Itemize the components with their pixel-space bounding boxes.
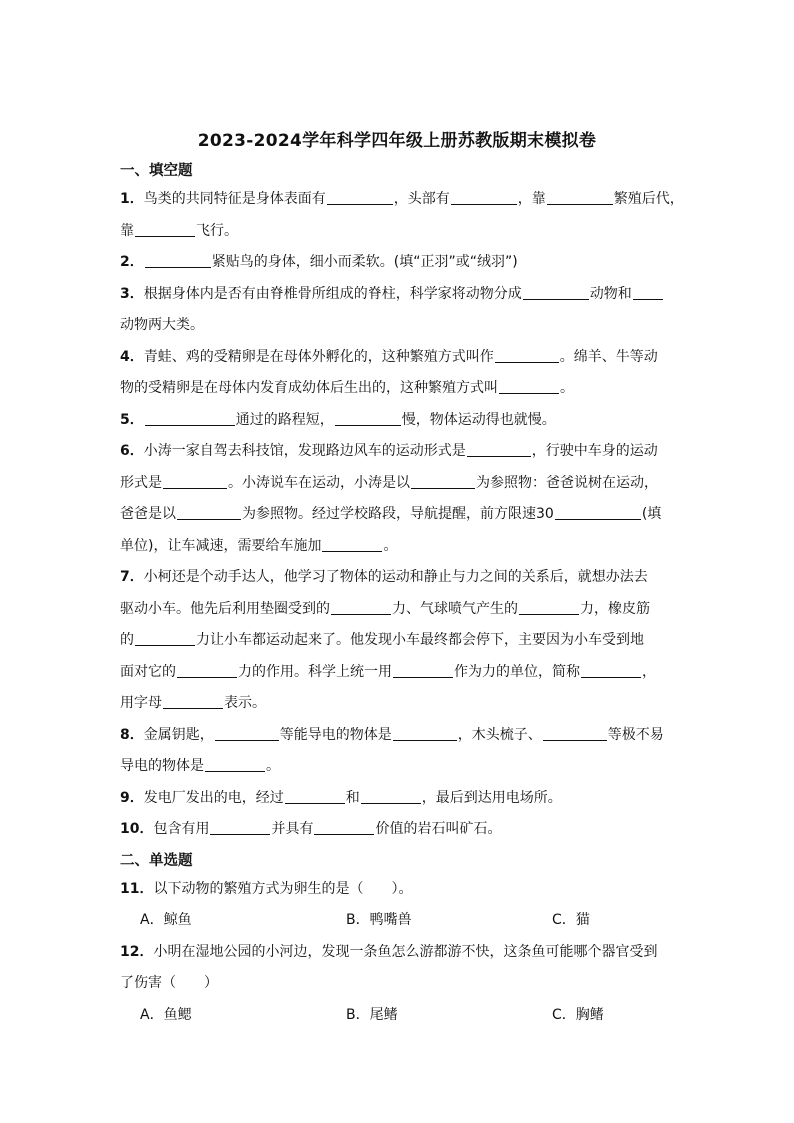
answer-blank[interactable]: [331, 598, 391, 615]
answer-blank[interactable]: [145, 251, 211, 268]
answer-blank[interactable]: [163, 472, 227, 489]
question-11-options: [120, 905, 680, 937]
question-7-line-3: [120, 625, 680, 657]
question-text: 的: [120, 632, 134, 648]
question-number: 11．: [120, 880, 154, 897]
question-text: 紧贴鸟的身体，细小而柔软。(填“正羽”或“绒羽”): [211, 254, 518, 270]
question-6-line-1: [120, 436, 680, 468]
question-text: 力让小车都运动起来了。他发现小车最终都会停下，主要因为小车受到地: [196, 632, 644, 648]
answer-blank[interactable]: [547, 188, 613, 205]
question-text: 物的受精卵是在母体内发育成幼体后生出的，这种繁殖方式叫: [120, 380, 498, 396]
question-text: ，木头梳子、: [457, 726, 542, 743]
question-text: 金属钥匙，: [143, 726, 214, 743]
question-text: ，行驶中车身的运动: [531, 443, 658, 459]
answer-blank[interactable]: [523, 283, 589, 300]
answer-blank[interactable]: [335, 409, 401, 426]
question-number: 2．: [120, 254, 144, 270]
question-number: 12．: [120, 943, 154, 960]
question-text: 。: [560, 380, 574, 396]
question-10-line-1: [120, 814, 680, 846]
question-text: ，靠: [517, 191, 546, 207]
question-6-line-2: [120, 468, 680, 500]
answer-blank[interactable]: [327, 188, 393, 205]
answer-blank[interactable]: [393, 724, 457, 741]
exam-title: 2023-2024学年科学四年级上册苏教版期末模拟卷: [197, 131, 597, 151]
answer-blank[interactable]: [215, 724, 279, 741]
question-text: 了伤害（ ）: [120, 975, 218, 991]
question-8-line-2: [120, 751, 680, 783]
question-number: 6．: [120, 443, 144, 459]
question-text: 飞行。: [196, 222, 238, 239]
answer-blank[interactable]: [519, 598, 579, 615]
question-11-line-1: [120, 874, 680, 906]
answer-blank[interactable]: [411, 472, 475, 489]
question-text: 靠: [120, 222, 134, 239]
answer-blank[interactable]: [467, 440, 531, 457]
question-7-line-5: [120, 688, 680, 720]
answer-blank[interactable]: [177, 661, 237, 678]
question-12-line-1: [120, 937, 680, 969]
option-a[interactable]: A．鲸鱼: [140, 912, 192, 928]
question-number: 8．: [120, 726, 144, 743]
option-c[interactable]: C．胸鳍: [552, 1006, 604, 1023]
question-number: 7．: [120, 569, 144, 585]
question-12-line-2: [120, 968, 680, 1000]
question-number: 5．: [120, 411, 144, 428]
question-text: 。小涛说车在运动，小涛是以: [228, 474, 410, 491]
question-9-line-1: [120, 783, 680, 815]
question-number: 4．: [120, 348, 144, 365]
question-4-line-1: [120, 342, 680, 374]
answer-blank[interactable]: [135, 220, 195, 237]
answer-blank[interactable]: [322, 535, 382, 552]
question-text: 表示。: [224, 695, 266, 711]
question-6-line-3: [120, 499, 680, 531]
question-text: ，最后到达用电场所。: [421, 789, 562, 806]
question-text: 根据身体内是否有由脊椎骨所组成的脊柱，科学家将动物分成: [143, 285, 522, 302]
question-text: 作为力的单位，简称: [454, 663, 580, 680]
answer-blank[interactable]: [555, 503, 641, 520]
question-text: 动物和: [589, 285, 632, 302]
question-2-line-1: [120, 247, 680, 279]
answer-blank[interactable]: [314, 818, 374, 835]
answer-blank[interactable]: [145, 409, 235, 426]
answer-blank[interactable]: [633, 283, 663, 300]
question-5-line-1: [120, 405, 680, 437]
question-text: 慢，物体运动得也就慢。: [401, 411, 556, 428]
question-text: 通过的路程短，: [235, 411, 334, 428]
question-text: 并具有: [271, 821, 314, 837]
question-text: 为参照物：爸爸说树在运动，: [476, 474, 658, 491]
option-b[interactable]: B．尾鳍: [346, 1006, 398, 1023]
question-text: 小涛一家自驾去科技馆，发现路边风车的运动形式是: [143, 443, 466, 459]
question-text: 动物两大类。: [120, 317, 204, 333]
question-text: 小明在湿地公园的小河边，发现一条鱼怎么游都游不快，这条鱼可能哪个器官受到: [153, 943, 658, 960]
question-text: 驱动小车。他先后利用垫圈受到的: [120, 600, 330, 617]
question-text: ，头部有: [393, 191, 450, 207]
answer-blank[interactable]: [581, 661, 641, 678]
question-text: 包含有用: [153, 821, 210, 837]
question-8-line-1: [120, 720, 680, 752]
exam-content: [120, 156, 684, 1031]
question-6-line-4: [120, 531, 680, 563]
question-text: 为参照物。经过学校路段，导航提醒，前方限速30: [242, 506, 554, 522]
question-7-line-4: [120, 657, 680, 689]
question-number: 10．: [120, 821, 154, 837]
question-text: 导电的物体是: [120, 758, 204, 774]
answer-blank[interactable]: [361, 787, 421, 804]
question-text: 价值的岩石叫矿石。: [375, 821, 502, 837]
question-text: 面对它的: [120, 663, 176, 680]
question-text: 。绵羊、牛等动: [559, 348, 658, 365]
question-text: 力的作用。科学上统一用: [238, 663, 392, 680]
answer-blank[interactable]: [499, 377, 559, 394]
question-text: 鸟类的共同特征是身体表面有: [143, 191, 326, 207]
question-text: 和: [345, 789, 360, 806]
question-7-line-1: [120, 562, 680, 594]
question-text: 形式是: [120, 474, 162, 491]
answer-blank[interactable]: [205, 755, 265, 772]
question-text: (填: [641, 506, 662, 522]
section-heading-fill: 一、填空题: [120, 163, 193, 179]
question-text: 。: [383, 537, 398, 554]
question-text: 用字母: [120, 695, 162, 711]
option-a[interactable]: A．鱼鳃: [140, 1006, 192, 1023]
answer-blank[interactable]: [543, 724, 607, 741]
answer-blank[interactable]: [135, 629, 195, 646]
question-text: 发电厂发出的电，经过: [143, 789, 284, 806]
question-text: 单位)，让车减速，需要给车施加: [120, 537, 322, 554]
question-text: 等极不易: [607, 726, 664, 743]
question-text: 力，橡皮筋: [580, 600, 650, 617]
question-number: 3．: [120, 285, 144, 302]
question-text: 青蛙、鸡的受精卵是在母体外孵化的，这种繁殖方式叫作: [143, 348, 494, 365]
question-text: 力、气球喷气产生的: [392, 600, 518, 617]
question-12-options: [120, 1000, 680, 1032]
question-text: 小柯还是个动手达人，他学习了物体的运动和静止与力之间的关系后，就想办法去: [143, 569, 648, 585]
question-1-line-2: [120, 216, 680, 248]
answer-blank[interactable]: [495, 346, 559, 363]
section-heading-choice: 二、单选题: [120, 852, 193, 869]
answer-blank[interactable]: [393, 661, 453, 678]
answer-blank[interactable]: [163, 692, 223, 709]
answer-blank[interactable]: [177, 503, 241, 520]
option-c[interactable]: C．猫: [552, 912, 590, 928]
question-text: ，: [642, 663, 656, 680]
question-7-line-2: [120, 594, 680, 626]
question-text: 等能导电的物体是: [279, 726, 392, 743]
question-number: 9．: [120, 789, 144, 806]
question-3-line-2: [120, 310, 680, 342]
answer-blank[interactable]: [451, 188, 517, 205]
question-text: 爸爸是以: [120, 506, 176, 522]
answer-blank[interactable]: [285, 787, 345, 804]
question-text: 。: [266, 758, 280, 774]
answer-blank[interactable]: [210, 818, 270, 835]
question-text: 繁殖后代，: [613, 191, 684, 207]
question-text: 以下动物的繁殖方式为卵生的是（ ）。: [153, 880, 413, 897]
question-4-line-2: [120, 373, 680, 405]
question-1-line-1: [120, 184, 684, 216]
question-3-line-1: [120, 279, 680, 311]
question-number: 1．: [120, 191, 144, 207]
option-b[interactable]: B．鸭嘴兽: [346, 912, 412, 928]
